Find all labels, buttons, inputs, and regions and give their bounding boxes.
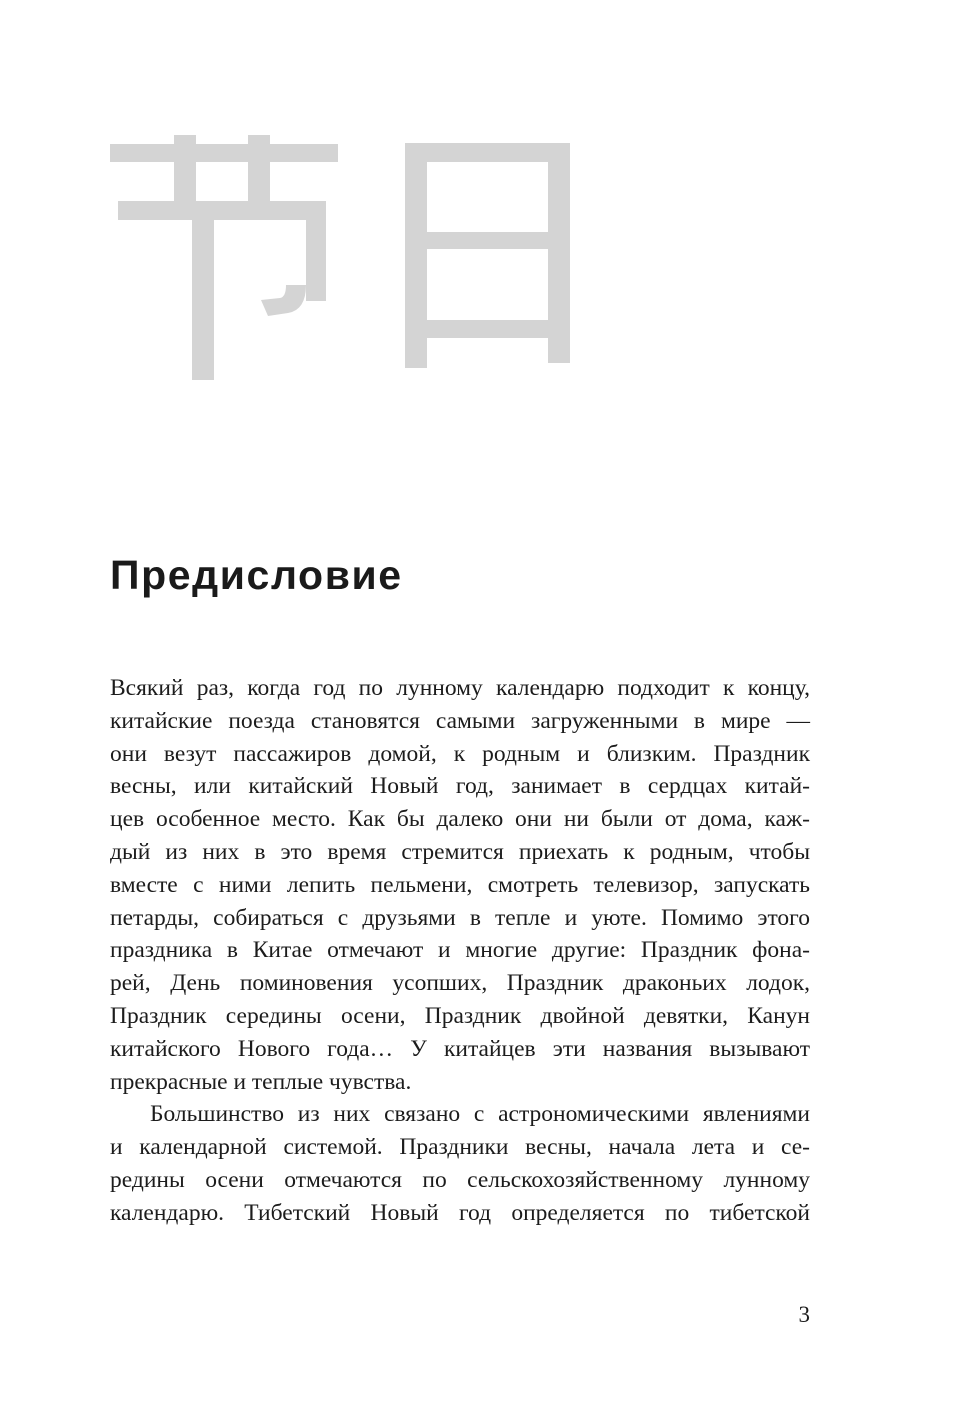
- text-line: вместе с ними лепить пельмени, смотреть телевизор, запускать: [110, 871, 810, 898]
- text-line: рей, День поминовения усопших, Праздник драконьих лодок,: [110, 970, 810, 997]
- text-line: китайские поезда становятся самыми загруженными в мире —: [110, 707, 810, 734]
- page-number: 3: [798, 1302, 810, 1327]
- text-line: праздника в Китае отмечают и многие другие: Праздник фона-: [110, 937, 810, 964]
- text-line: китайского Нового года… У китайцев эти названия вызывают: [110, 1035, 810, 1062]
- text-line: они везут пассажиров домой, к родным и близким. Праздник: [110, 740, 810, 767]
- chapter-title: Предисловие: [110, 552, 403, 598]
- decorative-chinese-heading: [108, 135, 588, 380]
- text-line: Всякий раз, когда год по лунному календарю подходит к концу,: [110, 675, 810, 701]
- text-line: дый из них в это время стремится приехать к родным, чтобы: [110, 838, 810, 865]
- paragraph-2: [110, 1098, 810, 1229]
- text-line: весны, или китайский Новый год, занимает в сердцах китай-: [110, 773, 810, 800]
- text-line: петарды, собираться с друзьями в тепле и уюте. Помимо этого: [110, 904, 810, 931]
- jieri-glyphs-icon: [108, 135, 588, 380]
- text-line: цев особенное место. Как бы далеко они ни были от дома, каж-: [110, 806, 810, 833]
- paragraph-1: [110, 672, 810, 1098]
- text-line: и календарной системой. Праздники весны, начала лета и се-: [110, 1134, 810, 1161]
- text-line: Праздник середины осени, Праздник двойной девятки, Канун: [110, 1002, 810, 1029]
- body-text: [110, 672, 810, 1230]
- text-line: календарю. Тибетский Новый год определяется по тибетской: [110, 1199, 810, 1226]
- text-line: прекрасные и теплые чувства.: [110, 1068, 412, 1095]
- text-line: редины осени отмечаются по сельскохозяйственному лунному: [110, 1166, 810, 1193]
- text-line: Большинство из них связано с астрономическими явлениями: [150, 1101, 810, 1128]
